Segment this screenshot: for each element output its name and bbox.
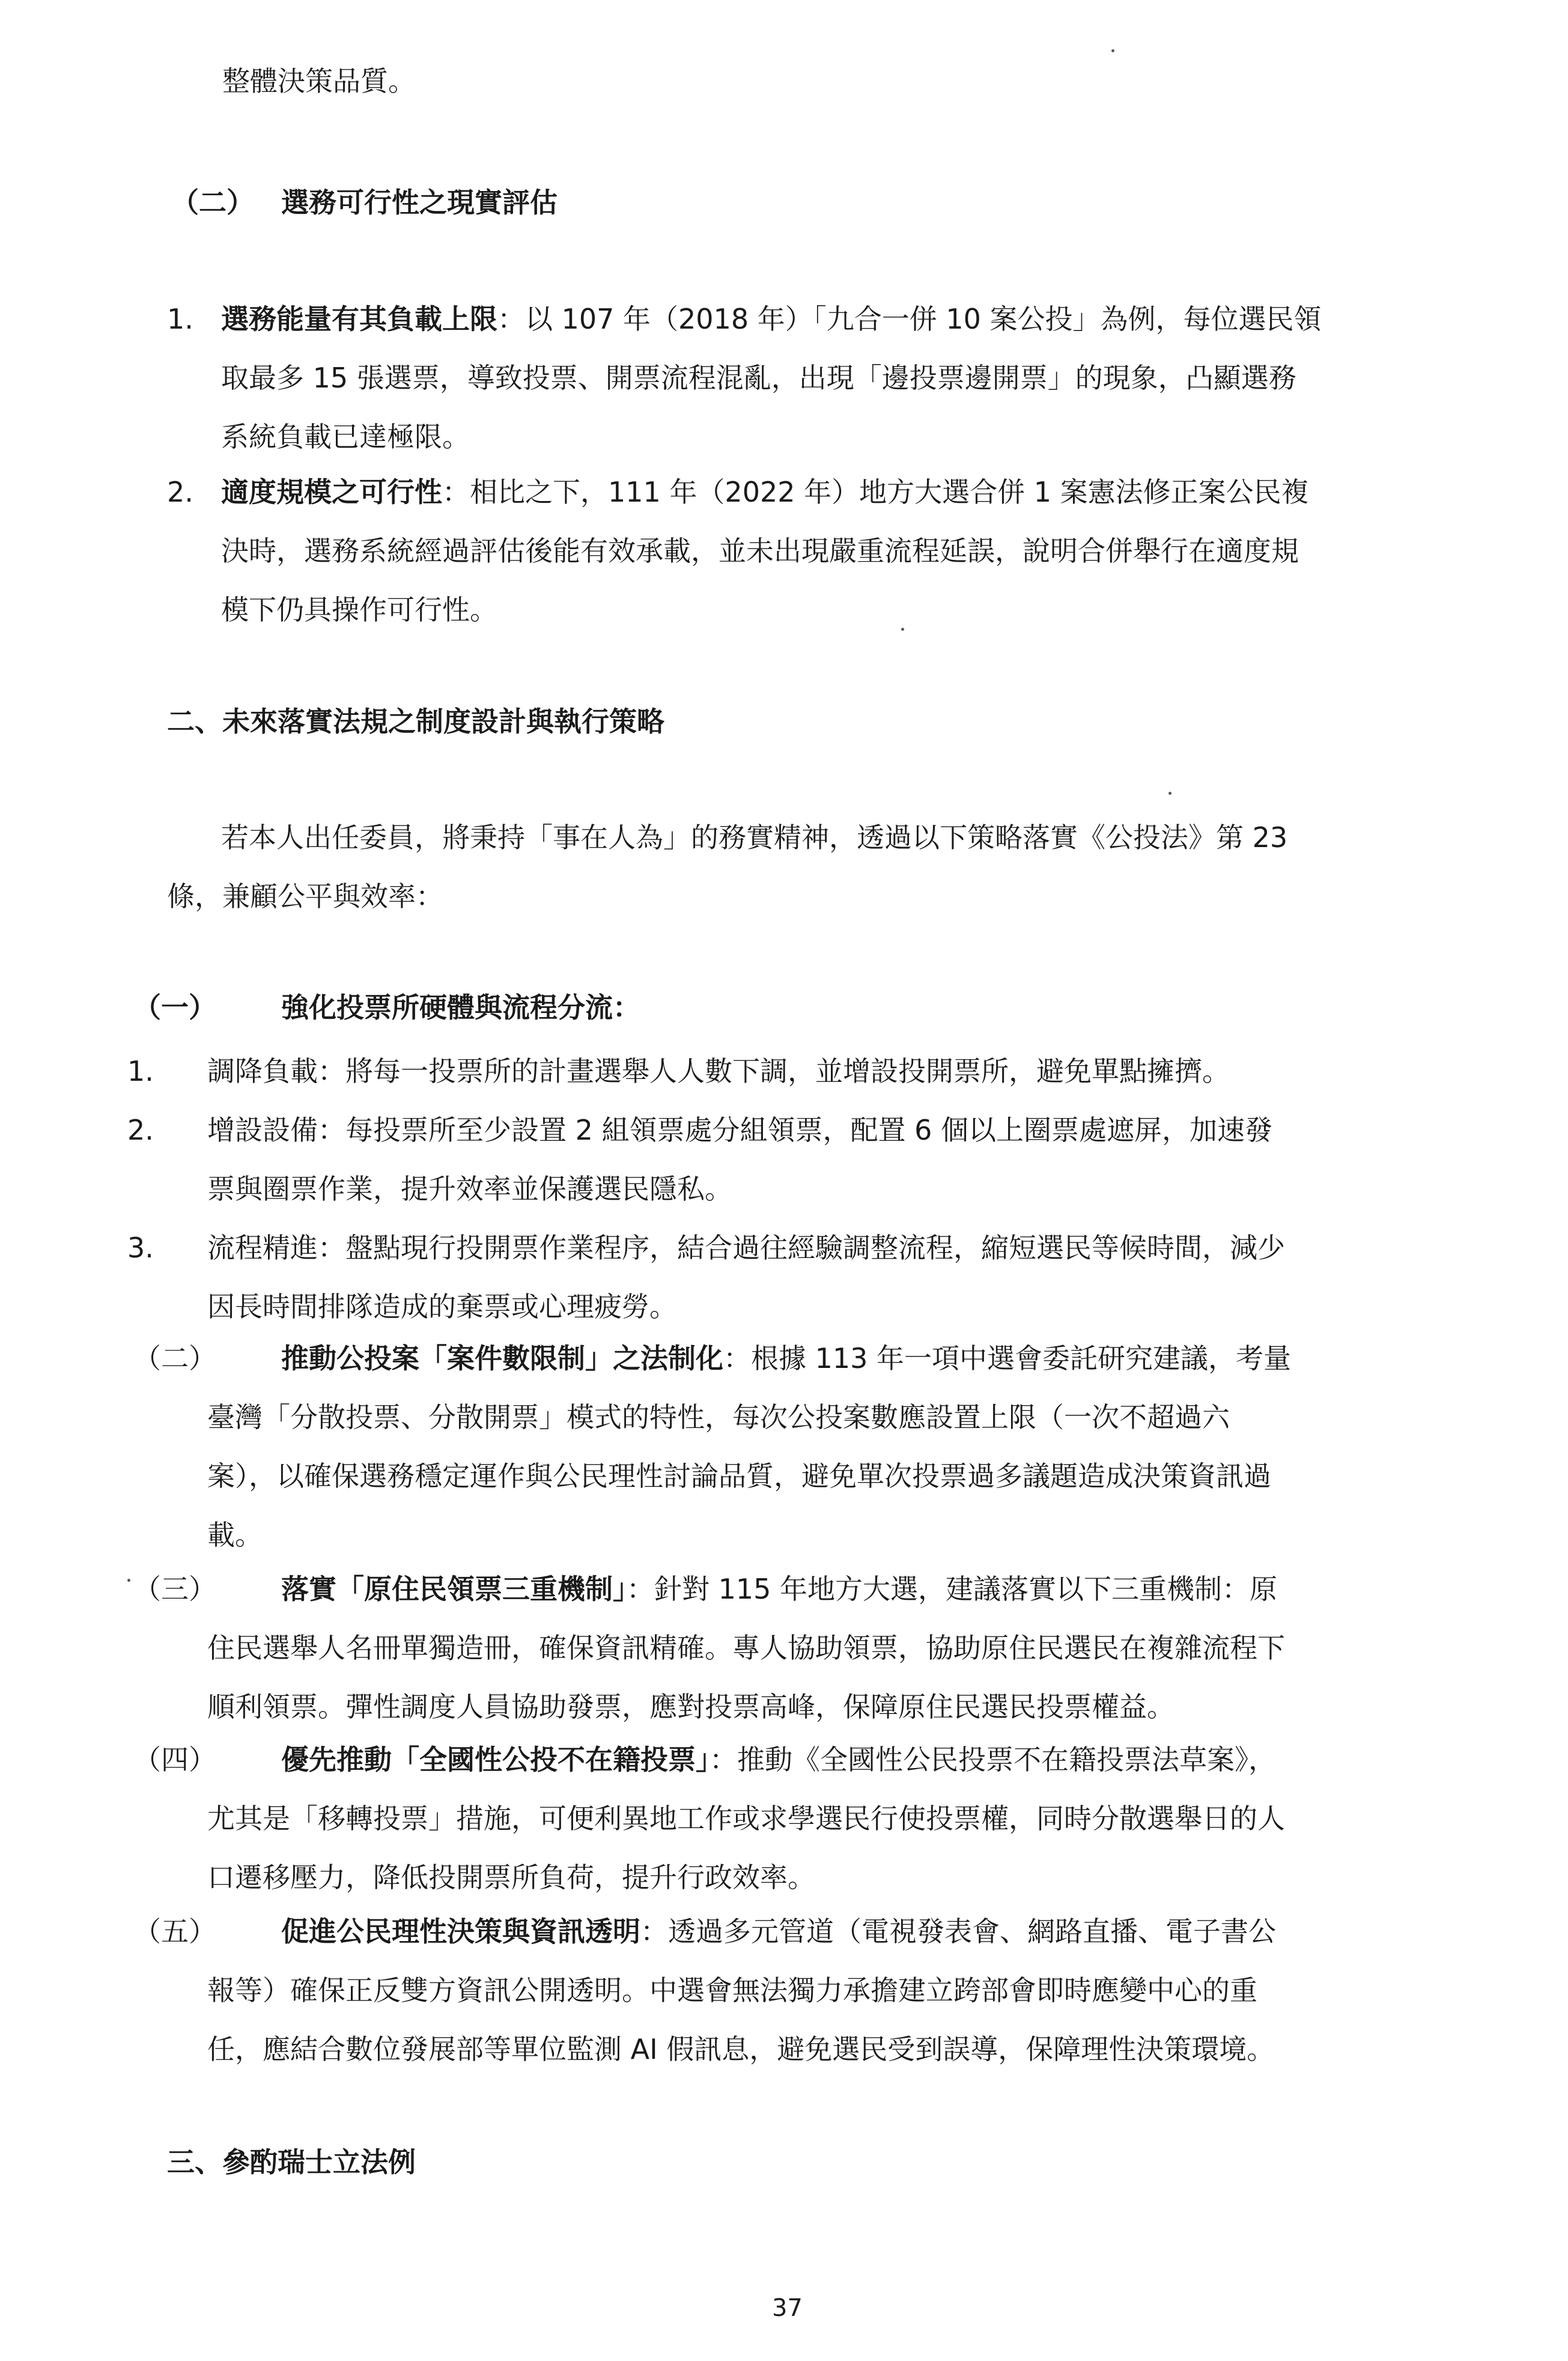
sub-item-label: （四） xyxy=(133,1743,216,1776)
list-item-text xyxy=(207,1101,1272,1218)
scan-speck xyxy=(1168,792,1171,795)
item-text-line: 案），以確保選務穩定運作與公民理性討論品質，避免單次投票過多議題造成決策資訊過 xyxy=(207,1460,1271,1492)
sub-item-text xyxy=(207,1730,1285,1907)
scan-speck xyxy=(901,628,904,631)
sub-item-text xyxy=(207,1560,1285,1736)
list-item-number: 2. xyxy=(127,1114,154,1146)
item-bold-lead: 落實「原住民領票三重機制」 xyxy=(281,1573,627,1605)
section-feasibility-title: 選務可行性之現實評估 xyxy=(281,186,558,219)
item-bold-lead: 選務能量有其負載上限 xyxy=(221,303,497,335)
sub-item-text xyxy=(207,1329,1291,1564)
item-text-line: 票與圈票作業，提升效率並保護選民隱私。 xyxy=(207,1173,732,1205)
item-text-line: ：針對 115 年地方大選，建議落實以下三重機制：原 xyxy=(627,1573,1278,1605)
sub-item-label: （三） xyxy=(133,1573,216,1605)
item-text-line: 報等）確保正反雙方資訊公開透明。中選會無法獨力承擔建立跨部會即時應變中心的重 xyxy=(207,1974,1257,2007)
item-bold-lead: 推動公投案「案件數限制」之法制化 xyxy=(281,1342,723,1375)
item-bold-lead: 促進公民理性決策與資訊透明 xyxy=(281,1915,640,1948)
item-text-line: 模下仍具操作可行性。 xyxy=(221,594,497,626)
item-text-line: 因長時間排隊造成的棄票或心理疲勞。 xyxy=(207,1290,677,1323)
item-text-line: 住民選舉人名冊單獨造冊，確保資訊精確。專人協助領票，協助原住民選民在複雜流程下 xyxy=(207,1632,1285,1664)
sub-item-label: （五） xyxy=(133,1915,216,1948)
list-item-text xyxy=(207,1218,1285,1336)
item-bold-lead: 優先推動「全國性公投不在籍投票」 xyxy=(281,1743,710,1776)
item-text-line: 臺灣「分散投票、分散開票」模式的特性，每次公投案數應設置上限（一次不超過六 xyxy=(207,1401,1230,1433)
scan-speck xyxy=(1111,49,1114,52)
item-text-line: 載。 xyxy=(207,1519,263,1551)
section-two-intro-line: 條，兼顧公平與效率： xyxy=(167,880,443,913)
list-item-number: 1. xyxy=(127,1055,154,1087)
section-three-title: 三、參酌瑞士立法例 xyxy=(167,2146,416,2178)
item-text-line: 決時，選務系統經過評估後能有效承載，並未出現嚴重流程延誤，說明合併舉行在適度規 xyxy=(221,535,1299,567)
intro-tail-text: 整體決策品質。 xyxy=(222,65,416,97)
list-item-text xyxy=(221,463,1309,639)
item-text-line: 順利領票。彈性調度人員協助發票，應對投票高峰，保障原住民選民投票權益。 xyxy=(207,1691,1174,1723)
item-text-line: ：相比之下，111 年（2022 年）地方大選合併 1 案憲法修正案公民複 xyxy=(442,476,1309,508)
item-text-line: ：推動《全國性公民投票不在籍投票法草案》， xyxy=(710,1743,1276,1776)
section-feasibility-label: （二） xyxy=(171,186,254,219)
item-text-line: 流程精進：盤點現行投開票作業程序，結合過往經驗調整流程，縮短選民等候時間，減少 xyxy=(207,1232,1285,1264)
list-item-number: 2. xyxy=(167,476,193,508)
item-text-line: 系統負載已達極限。 xyxy=(221,421,470,453)
sub-one-title: 強化投票所硬體與流程分流： xyxy=(281,991,640,1024)
sub-one-label: （一） xyxy=(133,991,216,1024)
section-two-title: 二、未來落實法規之制度設計與執行策略 xyxy=(167,705,664,738)
item-text-line: ：透過多元管道（電視發表會、網路直播、電子書公 xyxy=(640,1915,1276,1948)
item-text-line: 尤其是「移轉投票」措施，可便利異地工作或求學選民行使投票權，同時分散選舉日的人 xyxy=(207,1802,1285,1835)
list-item-number: 3. xyxy=(127,1232,154,1264)
list-item-text xyxy=(221,290,1322,466)
list-item-number: 1. xyxy=(167,303,193,335)
sub-item-text xyxy=(207,1902,1276,2079)
item-text-line: 增設設備：每投票所至少設置 2 組領票處分組領票，配置 6 個以上圈票處遮屏，加速發 xyxy=(207,1114,1273,1146)
item-text-line: ：根據 113 年一項中選會委託研究建議，考量 xyxy=(723,1342,1292,1375)
item-text-line: 口遷移壓力，降低投開票所負荷，提升行政效率。 xyxy=(207,1861,815,1894)
list-item-text: 調降負載：將每一投票所的計畫選舉人人數下調，並增設投開票所，避免單點擁擠。 xyxy=(207,1055,1230,1087)
item-text-line: ：以 107 年（2018 年）「九合一併 10 案公投」為例，每位選民領 xyxy=(497,303,1322,335)
item-bold-lead: 適度規模之可行性 xyxy=(221,476,442,508)
page-number: 37 xyxy=(772,2294,803,2322)
item-text-line: 取最多 15 張選票，導致投票、開票流程混亂，出現「邊投票邊開票」的現象，凸顯選務 xyxy=(221,362,1296,394)
scan-speck xyxy=(127,1579,130,1582)
item-text-line: 任，應結合數位發展部等單位監測 AI 假訊息，避免選民受到誤導，保障理性決策環境。 xyxy=(207,2033,1275,2065)
section-two-intro-line: 若本人出任委員，將秉持「事在人為」的務實精神，透過以下策略落實《公投法》第 23 xyxy=(221,821,1288,854)
sub-item-label: （二） xyxy=(133,1342,216,1375)
